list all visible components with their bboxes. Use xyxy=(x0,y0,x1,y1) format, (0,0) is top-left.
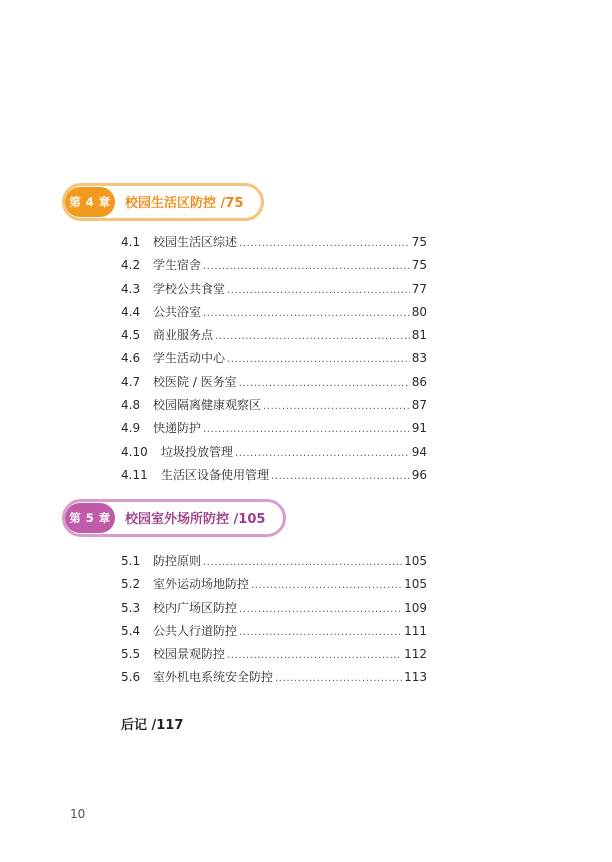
toc-entry[interactable] xyxy=(121,597,427,620)
chapter-5-title: 校园室外场所防控 /105 xyxy=(125,512,266,527)
toc-entry-number: 4.11 xyxy=(121,467,148,482)
toc-entry-number: 4.7 xyxy=(121,374,141,389)
chapter-4-toc-list xyxy=(121,231,427,487)
toc-entry-number: 4.5 xyxy=(121,328,141,343)
chapter-4-title: 校园生活区防控 /75 xyxy=(125,196,244,211)
toc-entry-number: 4.8 xyxy=(121,398,141,413)
toc-entry-number: 4.6 xyxy=(121,351,141,366)
dot-leader xyxy=(251,574,402,597)
toc-entry-label: 校园隔离健康观察区 xyxy=(153,398,262,413)
toc-entry[interactable] xyxy=(121,371,427,394)
toc-entry-page: 111 xyxy=(404,623,427,638)
toc-entry[interactable] xyxy=(121,254,427,277)
toc-entry-page: 75 xyxy=(411,235,427,249)
toc-entry-label: 校园生活区综述 xyxy=(153,235,238,249)
toc-entry-page: 94 xyxy=(411,444,427,459)
dot-leader xyxy=(227,279,410,302)
toc-entry-number: 5.5 xyxy=(121,647,141,662)
toc-entry[interactable] xyxy=(121,417,427,440)
toc-entry-page: 109 xyxy=(404,600,427,615)
toc-entry[interactable] xyxy=(121,643,427,666)
toc-entry-page: 91 xyxy=(411,421,427,436)
toc-entry-label: 校内广场区防控 xyxy=(153,600,238,615)
toc-entry-label: 生活区设备使用管理 xyxy=(161,467,270,482)
toc-entry[interactable] xyxy=(121,301,427,324)
toc-entry-page: 77 xyxy=(411,281,427,296)
toc-entry-page: 80 xyxy=(411,304,427,319)
toc-entry-number: 5.4 xyxy=(121,623,141,638)
dot-leader xyxy=(203,418,410,441)
dot-leader xyxy=(203,551,402,574)
dot-leader xyxy=(239,372,410,395)
toc-entry-page: 87 xyxy=(411,398,427,413)
dot-leader xyxy=(215,325,410,348)
toc-entry[interactable] xyxy=(121,550,427,573)
toc-entry-number: 4.1 xyxy=(121,235,141,249)
dot-leader xyxy=(235,442,410,465)
toc-entry-label: 校园景观防控 xyxy=(153,647,226,662)
toc-entry-number: 5.1 xyxy=(121,554,141,568)
toc-entry-page: 105 xyxy=(404,554,427,568)
toc-entry-label: 校医院 / 医务室 xyxy=(153,374,237,389)
toc-entry-label: 商业服务点 xyxy=(153,328,214,343)
dot-leader xyxy=(227,644,402,667)
toc-entry-number: 5.6 xyxy=(121,670,141,685)
toc-entry-label: 学校公共食堂 xyxy=(153,281,226,296)
toc-entry[interactable] xyxy=(121,464,427,487)
dot-leader xyxy=(271,465,410,488)
toc-entry-page: 112 xyxy=(404,647,427,662)
toc-entry-label: 防控原则 xyxy=(153,554,202,568)
chapter-4-tag: 第 4 章 xyxy=(65,187,115,217)
chapter-5-tag: 第 5 章 xyxy=(65,503,115,533)
toc-entry[interactable] xyxy=(121,620,427,643)
toc-entry[interactable] xyxy=(121,347,427,370)
toc-entry[interactable] xyxy=(121,394,427,417)
chapter-4-heading[interactable] xyxy=(62,183,264,221)
toc-entry[interactable] xyxy=(121,278,427,301)
afterword-entry[interactable]: 后记 /117 xyxy=(121,718,184,733)
toc-entry-label: 公共人行道防控 xyxy=(153,623,238,638)
page-number: 10 xyxy=(70,807,86,821)
toc-entry-label: 学生宿舍 xyxy=(153,258,202,273)
toc-entry-label: 学生活动中心 xyxy=(153,351,226,366)
dot-leader xyxy=(227,348,410,371)
toc-entry-number: 4.4 xyxy=(121,304,141,319)
toc-entry[interactable] xyxy=(121,573,427,596)
dot-leader xyxy=(263,395,410,418)
toc-entry-number: 4.9 xyxy=(121,421,141,436)
toc-entry-label: 垃圾投放管理 xyxy=(161,444,234,459)
toc-entry-page: 113 xyxy=(404,670,427,685)
toc-entry-number: 5.2 xyxy=(121,577,141,592)
toc-entry-number: 4.3 xyxy=(121,281,141,296)
chapter-5-toc-list xyxy=(121,550,427,690)
toc-entry[interactable] xyxy=(121,441,427,464)
toc-entry[interactable] xyxy=(121,666,427,689)
toc-entry-page: 105 xyxy=(404,577,427,592)
toc-entry-label: 室外机电系统安全防控 xyxy=(153,670,274,685)
toc-entry-label: 室外运动场地防控 xyxy=(153,577,250,592)
dot-leader xyxy=(239,598,402,621)
toc-entry-page: 81 xyxy=(411,328,427,343)
toc-entry-number: 4.10 xyxy=(121,444,148,459)
dot-leader xyxy=(239,232,410,255)
toc-entry-label: 快递防护 xyxy=(153,421,202,436)
dot-leader xyxy=(275,667,402,690)
toc-entry-number: 4.2 xyxy=(121,258,141,273)
chapter-5-heading[interactable] xyxy=(62,499,286,537)
toc-entry-number: 5.3 xyxy=(121,600,141,615)
dot-leader xyxy=(203,255,410,278)
toc-entry-label: 公共浴室 xyxy=(153,304,202,319)
toc-entry-page: 96 xyxy=(411,467,427,482)
toc-entry-page: 83 xyxy=(411,351,427,366)
toc-entry-page: 86 xyxy=(411,374,427,389)
toc-entry[interactable] xyxy=(121,324,427,347)
dot-leader xyxy=(203,302,410,325)
dot-leader xyxy=(239,621,402,644)
toc-entry[interactable] xyxy=(121,231,427,254)
toc-entry-page: 75 xyxy=(411,258,427,273)
